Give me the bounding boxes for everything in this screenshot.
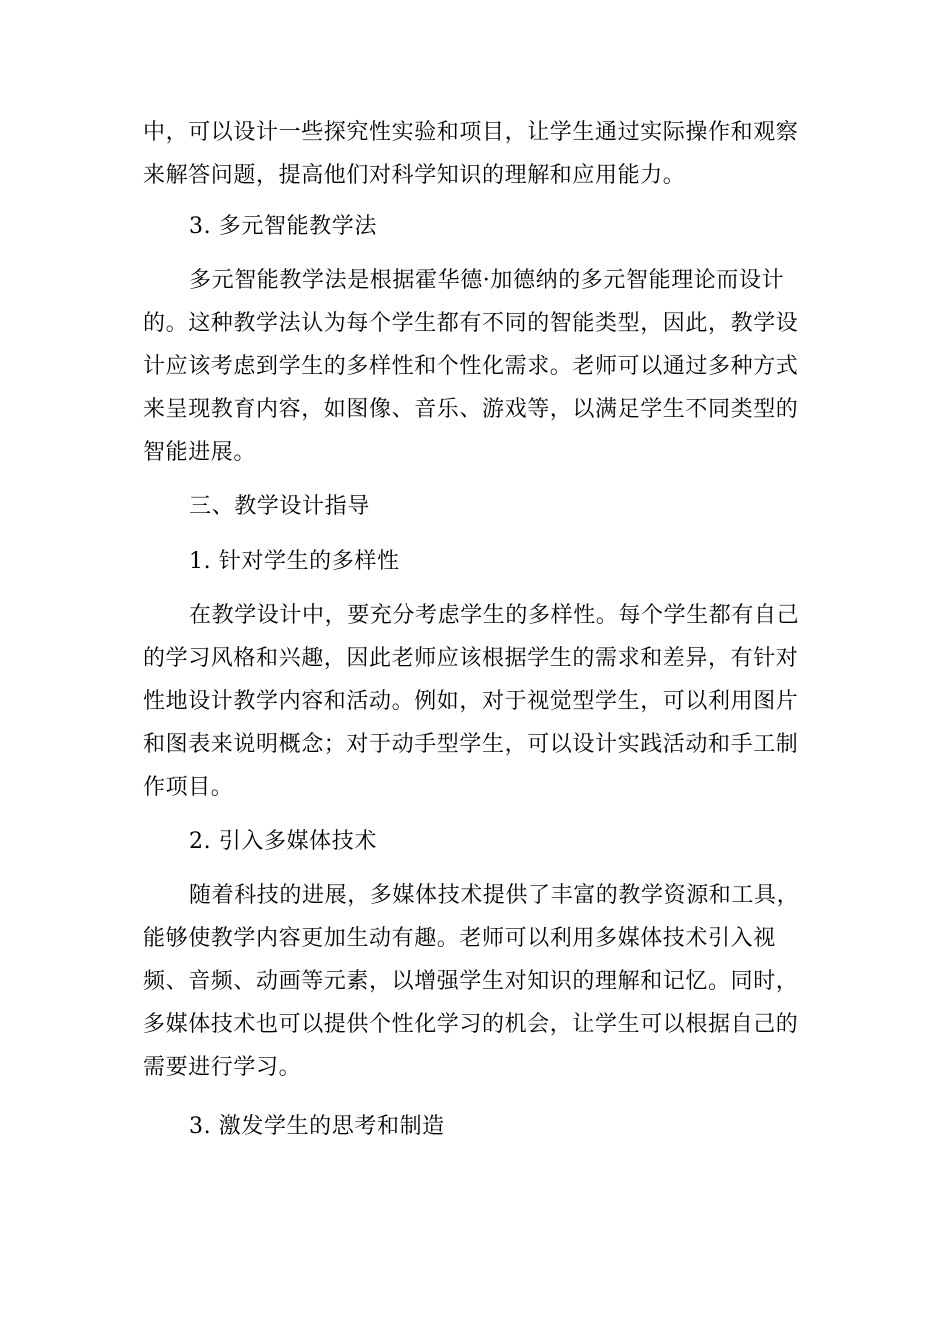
heading-student-diversity: 1. 针对学生的多样性: [189, 549, 400, 574]
paragraph-multimedia-technology: 随着科技的进展，多媒体技术提供了丰富的教学资源和工具，能够使教学内容更加生动有趣。老师可以利用多媒体技术引入视频、音频、动画等元素，以增强学生对知识的理解和记忆。同时，多媒体技术也可以提供个性化学习的机会，让学生可以根据自己的需要进行学习。: [143, 883, 800, 1080]
heading-multimedia-technology: 2. 引入多媒体技术: [189, 829, 377, 854]
section-heading-teaching-design-guidance: 三、教学设计指导: [189, 494, 370, 519]
heading-multiple-intelligences-method: 3. 多元智能教学法: [189, 214, 377, 239]
paragraph-science-experiments: 中，可以设计一些探究性实验和项目，让学生通过实际操作和观察来解答问题，提高他们对科学知识的理解和应用能力。: [143, 120, 799, 188]
paragraph-multiple-intelligences: 多元智能教学法是根据霍华德·加德纳的多元智能理论而设计的。这种教学法认为每个学生都有不同的智能类型，因此，教学设计应该考虑到学生的多样性和个性化需求。老师可以通过多种方式来呈现教育内容，如图像、音乐、游戏等，以满足学生不同类型的智能进展。: [143, 268, 799, 465]
heading-inspire-thinking-creation: 3. 激发学生的思考和制造: [189, 1114, 445, 1139]
paragraph-student-diversity: 在教学设计中，要充分考虑学生的多样性。每个学生都有自己的学习风格和兴趣，因此老师应该根据学生的需求和差异，有针对性地设计教学内容和活动。例如，对于视觉型学生，可以利用图片和图表来说明概念；对于动手型学生，可以设计实践活动和手工制作项目。: [143, 603, 800, 800]
